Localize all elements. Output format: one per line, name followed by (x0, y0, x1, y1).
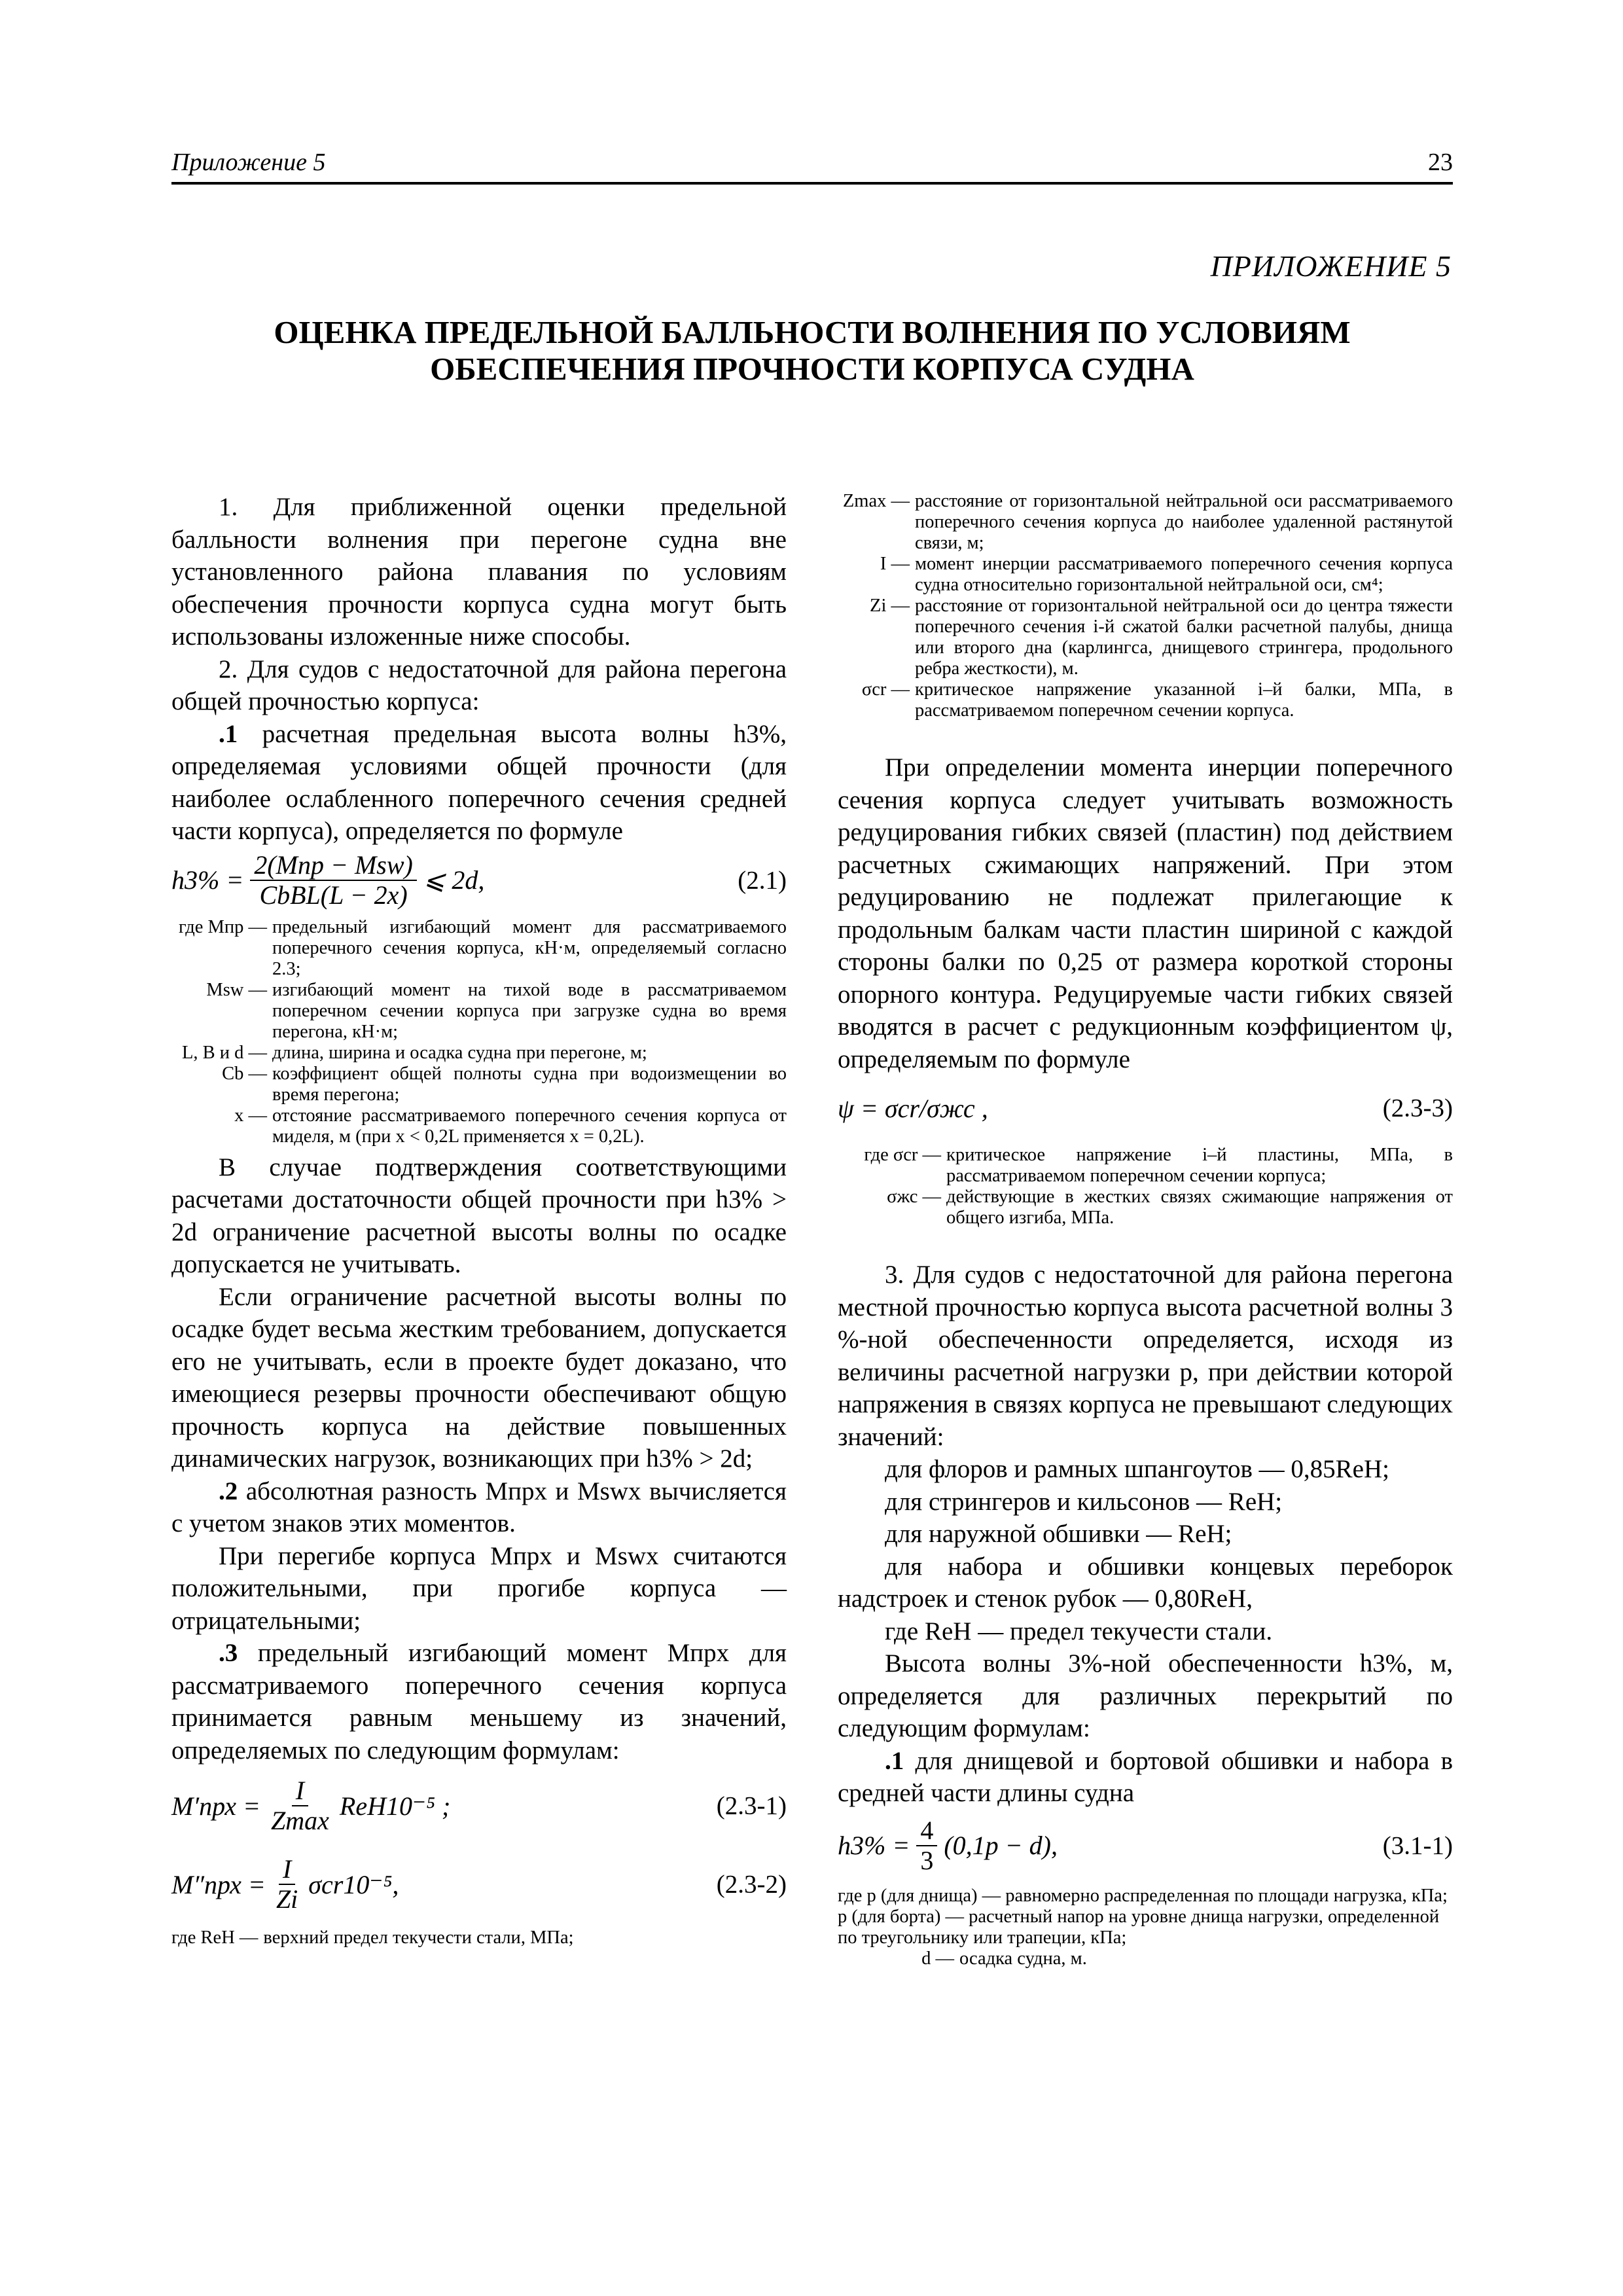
list-item: для наружной обшивки — ReH; (885, 1520, 1232, 1548)
appendix-label: ПРИЛОЖЕНИЕ 5 (1210, 249, 1452, 283)
definition-item: Cb — коэффициент общей полноты судна при водоизмещении во время перегона; (222, 1063, 787, 1105)
definition-item: Zmax — расстояние от горизонтальной нейтральной оси рассматриваемого поперечного сечения корпуса до наиболее удаленной растянутой связи, м; (842, 491, 1453, 553)
list-item: для стрингеров и кильсонов — ReH; (885, 1487, 1283, 1516)
definitions-2-3-3 (838, 1145, 1453, 1229)
paragraph: 2. Для судов с недостаточной для района перегона общей прочностью корпуса: (171, 655, 787, 715)
list-item: где ReH — предел текучести стали. (885, 1617, 1273, 1645)
header-section-title: Приложение 5 (171, 149, 326, 176)
fraction-numerator: I (292, 1776, 308, 1806)
formula-rhs: ⩽ 2d, (423, 865, 485, 895)
formula-number: (2.3-3) (1382, 1094, 1453, 1122)
definition-item: Msw — изгибающий момент на тихой воде в рассматриваемом поперечном сечении корпуса при загрузке судна во время перегона, кН·м; (206, 979, 787, 1042)
formula-lhs: h3% = (838, 1831, 910, 1860)
definition-item: x — отстояние рассматриваемого поперечного сечения корпуса от миделя, м (при x < 0,2L применяется x = 0,2L). (234, 1105, 787, 1147)
formula-rhs: (0,1p − d), (944, 1831, 1058, 1860)
item-text: расчетная предельная высота волны h3%, определяемая условиями общей прочности (для наиболее ослабленного поперечного сечения средней части корпуса), определяется по формуле (171, 719, 787, 845)
formula-fraction (272, 1855, 302, 1914)
item-number: .1 (219, 719, 238, 748)
definition-item: где σcr — критическое напряжение i–й пластины, МПа, в рассматриваемом поперечном сечении корпуса; (864, 1145, 1453, 1186)
definitions-2-3 (171, 1928, 787, 1948)
paragraph: При определении момента инерции поперечного сечения корпуса следует учитывать возможность редуцирования гибких связей (пластин) под действием расчетных сжимающих напряжений. При этом редуцированию не подлежат прилегающие к продольным балкам части пластин шириной с каждой стороны балки по 0,25 от размера короткой стороны опорного контура. Редуцируемые части гибких связей вводятся в расчет с редукционным коэффициентом ψ, определяемым по формуле (838, 753, 1453, 1073)
fraction-numerator: 2(Mпр − Msw) (250, 851, 417, 881)
fraction-numerator: 4 (916, 1816, 937, 1846)
title-line-1: ОЦЕНКА ПРЕДЕЛЬНОЙ БАЛЛЬНОСТИ ВОЛНЕНИЯ ПО УСЛОВИЯМ (274, 314, 1351, 350)
formula-lhs: M″прх = (171, 1869, 266, 1899)
paragraph (171, 1475, 787, 1540)
left-column (171, 491, 787, 1952)
list-item: для набора и обшивки концевых переборок надстроек и стенок рубок — 0,80ReH, (838, 1552, 1453, 1613)
fraction-denominator: Zi (276, 1884, 298, 1914)
formula-number: (2.3-1) (716, 1791, 787, 1820)
definition-item: Zi — расстояние от горизонтальной нейтральной оси до центра тяжести поперечного сечения i-й сжатой балки расчетной палубы, днища или второго дна (карлингса, днищевого стрингера, продольного ребра жесткости), м. (870, 596, 1453, 679)
fraction-denominator: Zmax (271, 1806, 329, 1835)
fraction-denominator: CbBL(L − 2x) (259, 880, 408, 910)
paragraph (171, 718, 787, 848)
paragraph (838, 1745, 1453, 1810)
document-title (171, 314, 1453, 387)
formula-2-3-3 (838, 1075, 1453, 1141)
item-number: .2 (219, 1477, 238, 1505)
formula-number: (2.3-2) (716, 1870, 787, 1899)
definition-item: d — осадка судна, м. (921, 1948, 1087, 1969)
fraction-denominator: 3 (920, 1845, 934, 1875)
running-header (171, 143, 1453, 185)
paragraph: Если ограничение расчетной высоты волны по осадке будет весьма жестким требованием, допускается его не учитывать, если в проекте будет доказано, что имеющиеся резервы прочности обеспечивают общую прочность корпуса на действие повышенных динамических нагрузок, возникающих при h3% > 2d; (171, 1282, 787, 1473)
formula-expression: ψ = σcr/σжс , (838, 1093, 988, 1123)
definition-item: σжс — действующие в жестких связях сжимающие напряжения от общего изгиба, МПа. (887, 1187, 1453, 1228)
formula-rhs: ReH10⁻⁵ ; (339, 1791, 451, 1821)
formula-2-1 (171, 848, 787, 913)
item-number: .3 (219, 1639, 238, 1667)
paragraph: 1. Для приближенной оценки предельной балльности волнения при перегоне судна вне установленного района плавания по условиям обеспечения прочности корпуса судна могут быть использованы изложенные ниже способы. (171, 493, 787, 651)
right-column (838, 491, 1453, 1973)
item-text: предельный изгибающий момент Mпрх для рассматриваемого поперечного сечения корпуса принимается равным меньшему из значений, определяемых по следующим формулам: (171, 1639, 787, 1765)
definitions-2-3-cont (838, 491, 1453, 721)
item-text: для днищевой и бортовой обшивки и набора в средней части длины судна (838, 1746, 1453, 1807)
definition-item: I — момент инерции рассматриваемого поперечного сечения корпуса судна относительно горизонтальной нейтральной оси, см⁴; (880, 554, 1453, 595)
item-number: .1 (885, 1746, 904, 1775)
formula-rhs: σcr10⁻⁵, (308, 1869, 399, 1899)
formula-fraction (250, 851, 417, 910)
formula-number: (3.1-1) (1382, 1831, 1453, 1859)
paragraph: 3. Для судов с недостаточной для района перегона местной прочностью корпуса высота расчетной волны 3 %-ной обеспеченности определяется, исходя из величины расчетной нагрузки p, при действии которой напряжения в связях корпуса не превышают следующих значений: (838, 1261, 1453, 1451)
formula-number: (2.1) (738, 866, 787, 894)
formula-fraction (267, 1776, 333, 1835)
list-item: для флоров и рамных шпангоутов — 0,85ReH; (885, 1455, 1389, 1483)
fraction-numerator: I (279, 1855, 295, 1885)
formula-fraction (916, 1816, 937, 1875)
paragraph (171, 1637, 787, 1767)
formula-3-1-1 (838, 1810, 1453, 1882)
definitions-2-1 (171, 917, 787, 1147)
definition-item: p (для борта) — расчетный напор на уровне днища нагрузки, определенной по треугольнику или трапеции, кПа; (838, 1906, 1440, 1948)
page-number: 23 (1428, 149, 1453, 176)
definition-item: где ReH — верхний предел текучести стали, МПа; (171, 1928, 574, 1948)
definition-item: σcr — критическое напряжение указанной i–й балки, МПа, в рассматриваемом поперечном сечении корпуса. (861, 679, 1453, 721)
formula-2-3-1 (171, 1767, 787, 1845)
formula-2-3-2 (171, 1845, 787, 1924)
definition-item: где p (для днища) — равномерно распределенная по площади нагрузка, кПа; (838, 1885, 1448, 1906)
definitions-3-1-1 (838, 1886, 1453, 1969)
definition-item: где Mпр — предельный изгибающий момент для рассматриваемого поперечного сечения корпуса, кН·м, определяемый согласно 2.3; (178, 916, 787, 979)
item-text: абсолютная разность Mпрх и Mswx вычисляется с учетом знаков этих моментов. (171, 1477, 787, 1537)
formula-lhs: M′прх = (171, 1791, 261, 1821)
formula-lhs: h3% = (171, 865, 244, 895)
definition-item: L, B и d — длина, ширина и осадка судна при перегоне, м; (181, 1042, 647, 1063)
paragraph: Высота волны 3%-ной обеспеченности h3%, м, определяется для различных перекрытий по следующим формулам: (838, 1649, 1453, 1742)
title-line-2: ОБЕСПЕЧЕНИЯ ПРОЧНОСТИ КОРПУСА СУДНА (430, 351, 1194, 387)
paragraph: В случае подтверждения соответствующими расчетами достаточности общей прочности при h3% > 2d ограничение расчетной высоты волны по осадке допускается не учитывать. (171, 1153, 787, 1278)
paragraph: При перегибе корпуса Mпрх и Mswx считаются положительными, при прогибе корпуса — отрицательными; (171, 1541, 787, 1635)
